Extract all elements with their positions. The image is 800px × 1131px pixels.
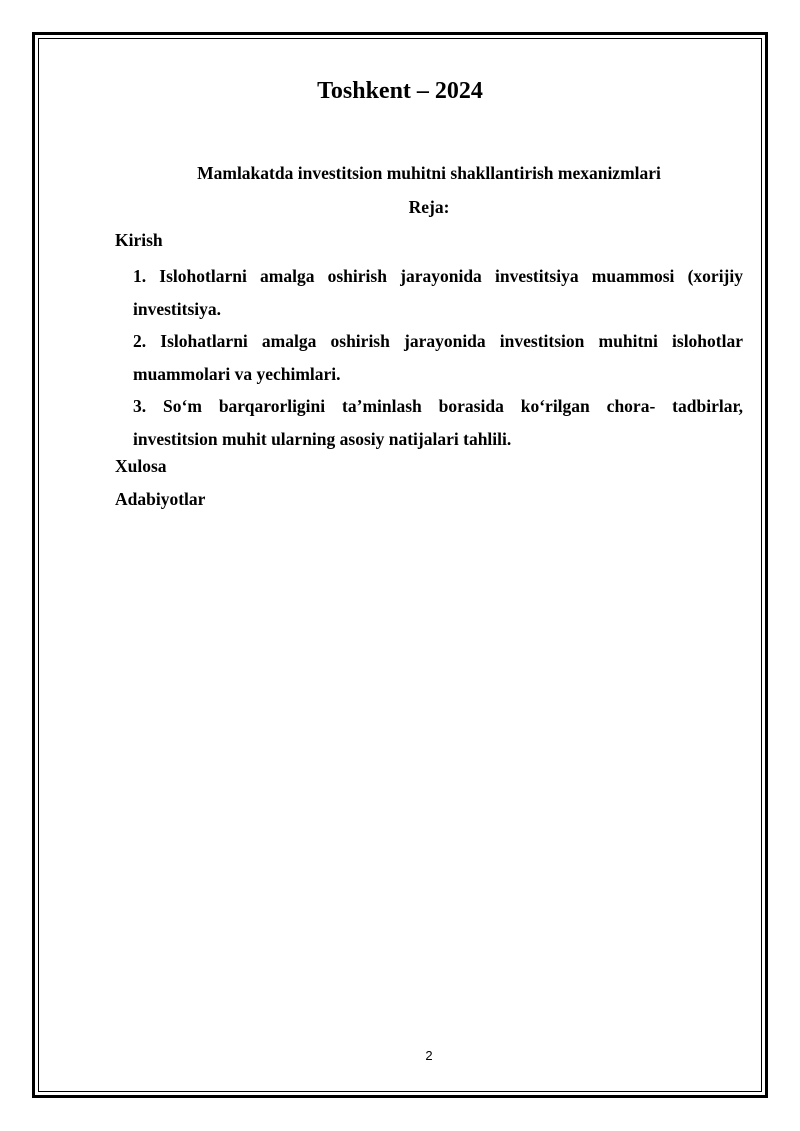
- plan-label: Reja:: [408, 197, 450, 217]
- plan-item-1: 1. Islohotlarni amalga oshirish jarayonida investitsiya muammosi (xorijiy investitsiya.: [133, 266, 743, 319]
- plan-item-3: 3. So‘m barqarorligini ta’minlash borasida ko‘rilgan chora- tadbirlar, investitsion muhit ularning asosiy natijalari tahlili.: [133, 396, 743, 449]
- conclusion-heading: Xulosa: [115, 456, 167, 476]
- city-year-heading: Toshkent – 2024: [317, 78, 483, 104]
- references-heading: Adabiyotlar: [115, 489, 206, 509]
- plan-item-2: 2. Islohatlarni amalga oshirish jarayonida investitsion muhitni islohotlar muammolari va yechimlari.: [133, 331, 743, 384]
- page-number: 2: [425, 1048, 433, 1063]
- intro-heading: Kirish: [115, 230, 163, 250]
- document-title: Mamlakatda investitsion muhitni shakllantirish mexanizmlari: [197, 163, 661, 183]
- plan-list: [133, 260, 743, 455]
